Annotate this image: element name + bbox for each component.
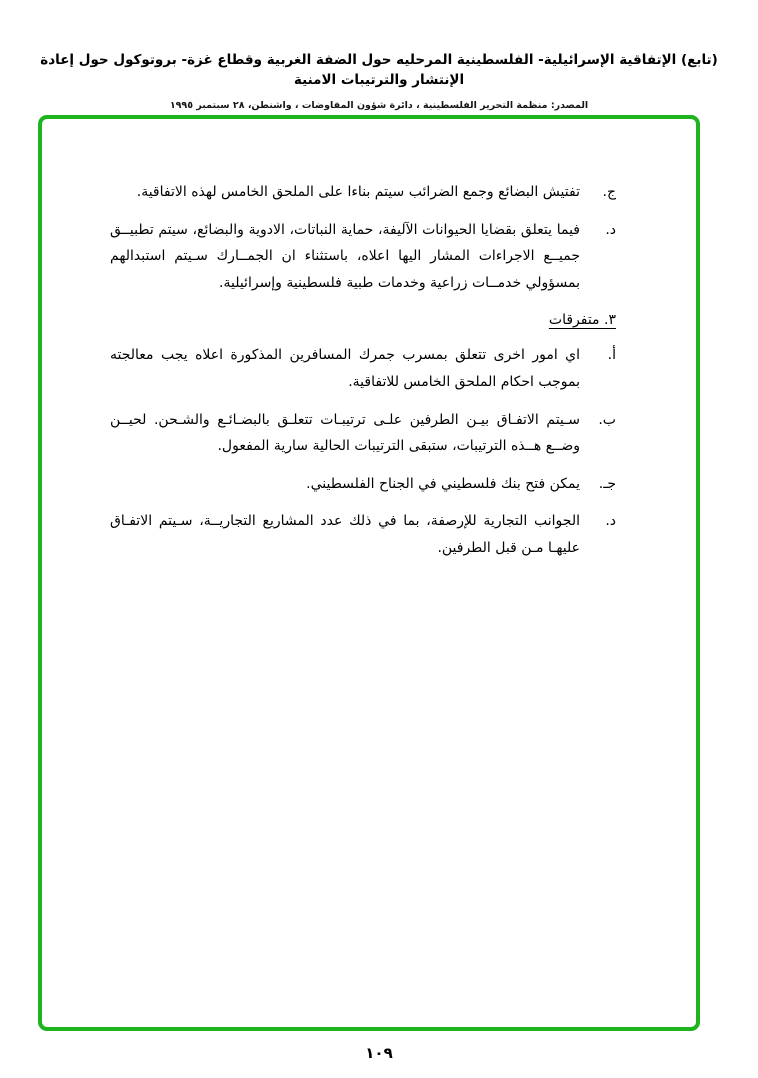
item-marker: ج. (602, 184, 616, 200)
list-item (110, 342, 616, 395)
list-item (110, 217, 616, 297)
document-body (42, 119, 696, 562)
list-item (110, 508, 616, 561)
item-marker: أ. (607, 347, 616, 364)
item-text: اي امور اخرى تتعلق بمسرب جمرك المسافرين المذكورة اعلاه يجب معالجته بموجب احكام الملحق الخامس للاتفاقية. (110, 347, 580, 390)
document-header (0, 50, 758, 111)
page-number: ١٠٩ (365, 1044, 393, 1062)
page-title: (تابع) الإتفاقية الإسرائيلية- الفلسطينية المرحليه حول الضفة الغربية وقطاع غزة- بروتوكول حول إعادة الإنتشار والترتيبات الامنية (40, 52, 718, 89)
item-marker: د. (605, 221, 616, 238)
section-heading: ٣. متفرقات (548, 312, 616, 329)
list-item (110, 407, 616, 460)
source-line: المصدر: منظمة التحرير الفلسطينية ، دائرة شؤون المفاوضات ، واشنطن، ٢٨ سبتمبر ١٩٩٥ (169, 99, 589, 111)
item-marker: د. (605, 513, 616, 530)
item-text: تفتيش البضائع وجمع الضرائب سيتم بناءا على الملحق الخامس لهذه الاتفاقية. (136, 184, 580, 200)
item-text: يمكن فتح بنك فلسطيني في الجناح الفلسطيني. (306, 475, 580, 492)
item-marker: جـ. (598, 475, 616, 492)
item-text: سـيتم الاتفـاق بيـن الطرفين علـى ترتيبـات تتعلـق بالبضـائـع والشـحن. لحيــن وضــع هــذه الترتيبات، ستبقى الترتيبات الحالية سارية المفعول. (110, 411, 580, 455)
item-marker: ب. (598, 411, 616, 428)
list-item (110, 471, 616, 498)
list-item (110, 179, 616, 206)
item-text: فيما يتعلق بقضايا الحيوانات الآليفة، حماية النباتات، الادوية والبضائع، سيتم تطبيــق جميــع الاجراءات المشار اليها اعلاه، باستثناء ان الجمــارك سـيتم استبدالهم بمسؤولي خدمــات زراعية وخدمات طبية فلسطينية وإسرائيلية. (110, 221, 580, 291)
content-frame (38, 115, 700, 1031)
item-text: الجوانب التجارية للإرصفة، بما في ذلك عدد المشاريع التجاريــة، سـيتم الاتفـاق عليهـا مـن قبل الطرفين. (110, 513, 580, 556)
